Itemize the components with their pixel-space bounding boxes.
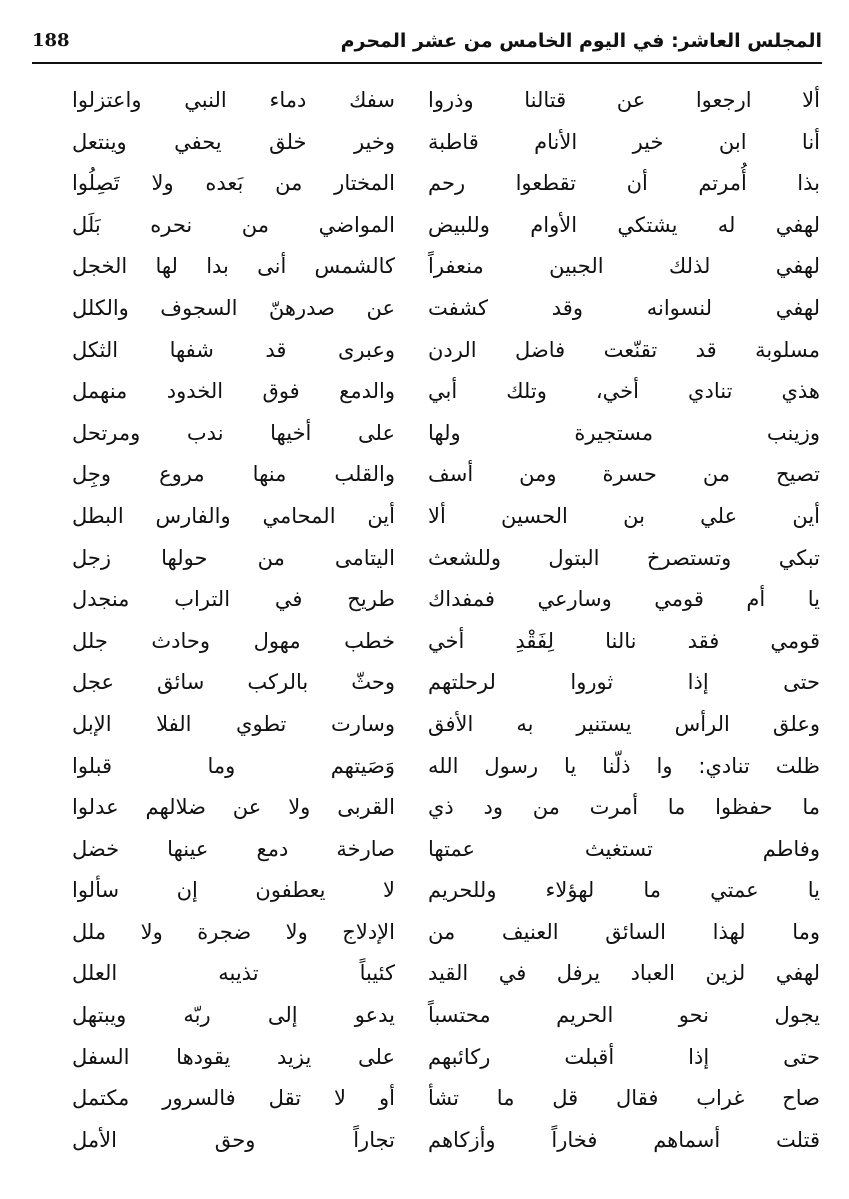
verse-first-hemistich: لهفي لنسوانه وقد كشفت [428,295,820,320]
verse-first-hemistich: تبكي وتستصرخ البتول وللشعث [428,545,820,570]
verse-second-hemistich: أو لا تقل فالسرور مكتمل [72,1086,395,1111]
verse-second-hemistich: عن صدرهنّ السجوف والكلل [72,295,395,320]
verse-first-hemistich: ظلت تنادي: وا ذلّنا يا رسول الله [428,753,820,778]
verse-first-hemistich: صاح غراب فقال قل ما تشأ [428,1086,820,1111]
verse-first-hemistich: يجول نحو الحريم محتسباً [428,1003,820,1028]
verse-first-hemistich: وعلق الرأس يستنير به الأفق [428,711,820,736]
verse-first-hemistich: وزينب مستجيرة ولها [428,420,820,445]
verse-first-hemistich: مسلوبة قد تقنّعت فاضل الردن [428,337,820,362]
verse-first-hemistich: حتى إذا أقبلت ركائبهم [428,1044,820,1069]
verse-second-hemistich: على أخيها ندب ومرتحل [72,420,395,445]
verse-first-hemistich: ألا ارجعوا عن قتالنا وذروا [428,88,820,112]
verse-second-hemistich: والدمع فوق الخدود منهمل [72,379,395,404]
verse-first-hemistich: أنا ابن خير الأنام قاطبة [428,129,820,154]
running-header [32,28,822,64]
verse-first-hemistich: وفاطم تستغيث عمتها [428,836,820,861]
verse-first-hemistich: هذي تنادي أخي، وتلك أبي [428,379,820,404]
verse-second-hemistich: الإدلاج ولا ضجرة ولا ملل [72,919,395,944]
verse-first-hemistich: وما لهذا السائق العنيف من [428,919,820,944]
verse-second-hemistich: صارخة دمع عينها خضل [72,836,395,861]
verse-first-hemistich: يا أم قومي وسارعي فمفداك [428,587,820,612]
verse-first-hemistich: بذا أُمرتم أن تقطعوا رحم [428,171,820,196]
verse-second-hemistich: كئيباً تذيبه العلل [72,961,395,986]
verse-first-hemistich: أين علي بن الحسين ألا [428,503,820,528]
verse-first-hemistich: لهفي لزين العباد يرفل في القيد [428,961,820,986]
verse-second-hemistich: وحثّ بالركب سائق عجل [72,670,395,695]
verse-second-hemistich: لا يعطفون إن سألوا [72,878,395,903]
verse-second-hemistich: أين المحامي والفارس البطل [72,503,395,528]
verse-first-hemistich: قومي فقد نالنا لِفَقْدِ أخي [428,628,820,653]
verse-first-hemistich: تصيح من حسرة ومن أسف [428,462,820,487]
verse-first-hemistich: لهفي له يشتكي الأوام وللبيض [428,212,820,237]
verse-second-hemistich: وخير خلق يحفي وينتعل [72,129,395,154]
verse-first-hemistich: لهفي لذلك الجبين منعفراً [428,254,820,279]
verse-second-hemistich: يدعو إلى ربّه ويبتهل [72,1003,395,1028]
verse-second-hemistich: القربى ولا عن ضلالهم عدلوا [72,795,395,820]
verse-second-hemistich: سفك دماء النبي واعتزلوا [72,88,395,112]
verse-second-hemistich: المواضي من نحره بَلَل [72,212,395,237]
verse-first-hemistich: يا عمتي ما لهؤلاء وللحريم [428,878,820,903]
verse-second-hemistich: اليتامى من حولها زجل [72,545,395,570]
verse-first-hemistich: قتلت أسماهم فخاراً وأزكاهم [428,1127,820,1152]
verse-first-hemistich: ما حفظوا ما أمرت من ود ذي [428,795,820,820]
page-number: 188 [32,30,70,51]
verse-first-hemistich: حتى إذا ثوروا لرحلتهم [428,670,820,695]
verse-second-hemistich: وسارت تطوي الفلا الإبل [72,711,395,736]
verse-second-hemistich: خطب مهول وحادث جلل [72,628,395,653]
verse-second-hemistich: على يزيد يقودها السفل [72,1044,395,1069]
verse-second-hemistich: طريح في التراب منجدل [72,587,395,612]
verse-second-hemistich: المختار من بَعده ولا تَصِلُوا [72,171,395,196]
verse-second-hemistich: وعبرى قد شفها الثكل [72,337,395,362]
chapter-title: المجلس العاشر: في اليوم الخامس من عشر المحرم [340,30,822,52]
verse-second-hemistich: كالشمس أنى بدا لها الخجل [72,254,395,279]
second-hemistich-column [72,80,395,1161]
verse-second-hemistich: تجاراً وحق الأمل [72,1127,395,1152]
verse-second-hemistich: والقلب منها مروع وجِل [72,462,395,487]
first-hemistich-column [428,80,820,1161]
verse-second-hemistich: وَصَيتهم وما قبلوا [72,753,395,778]
